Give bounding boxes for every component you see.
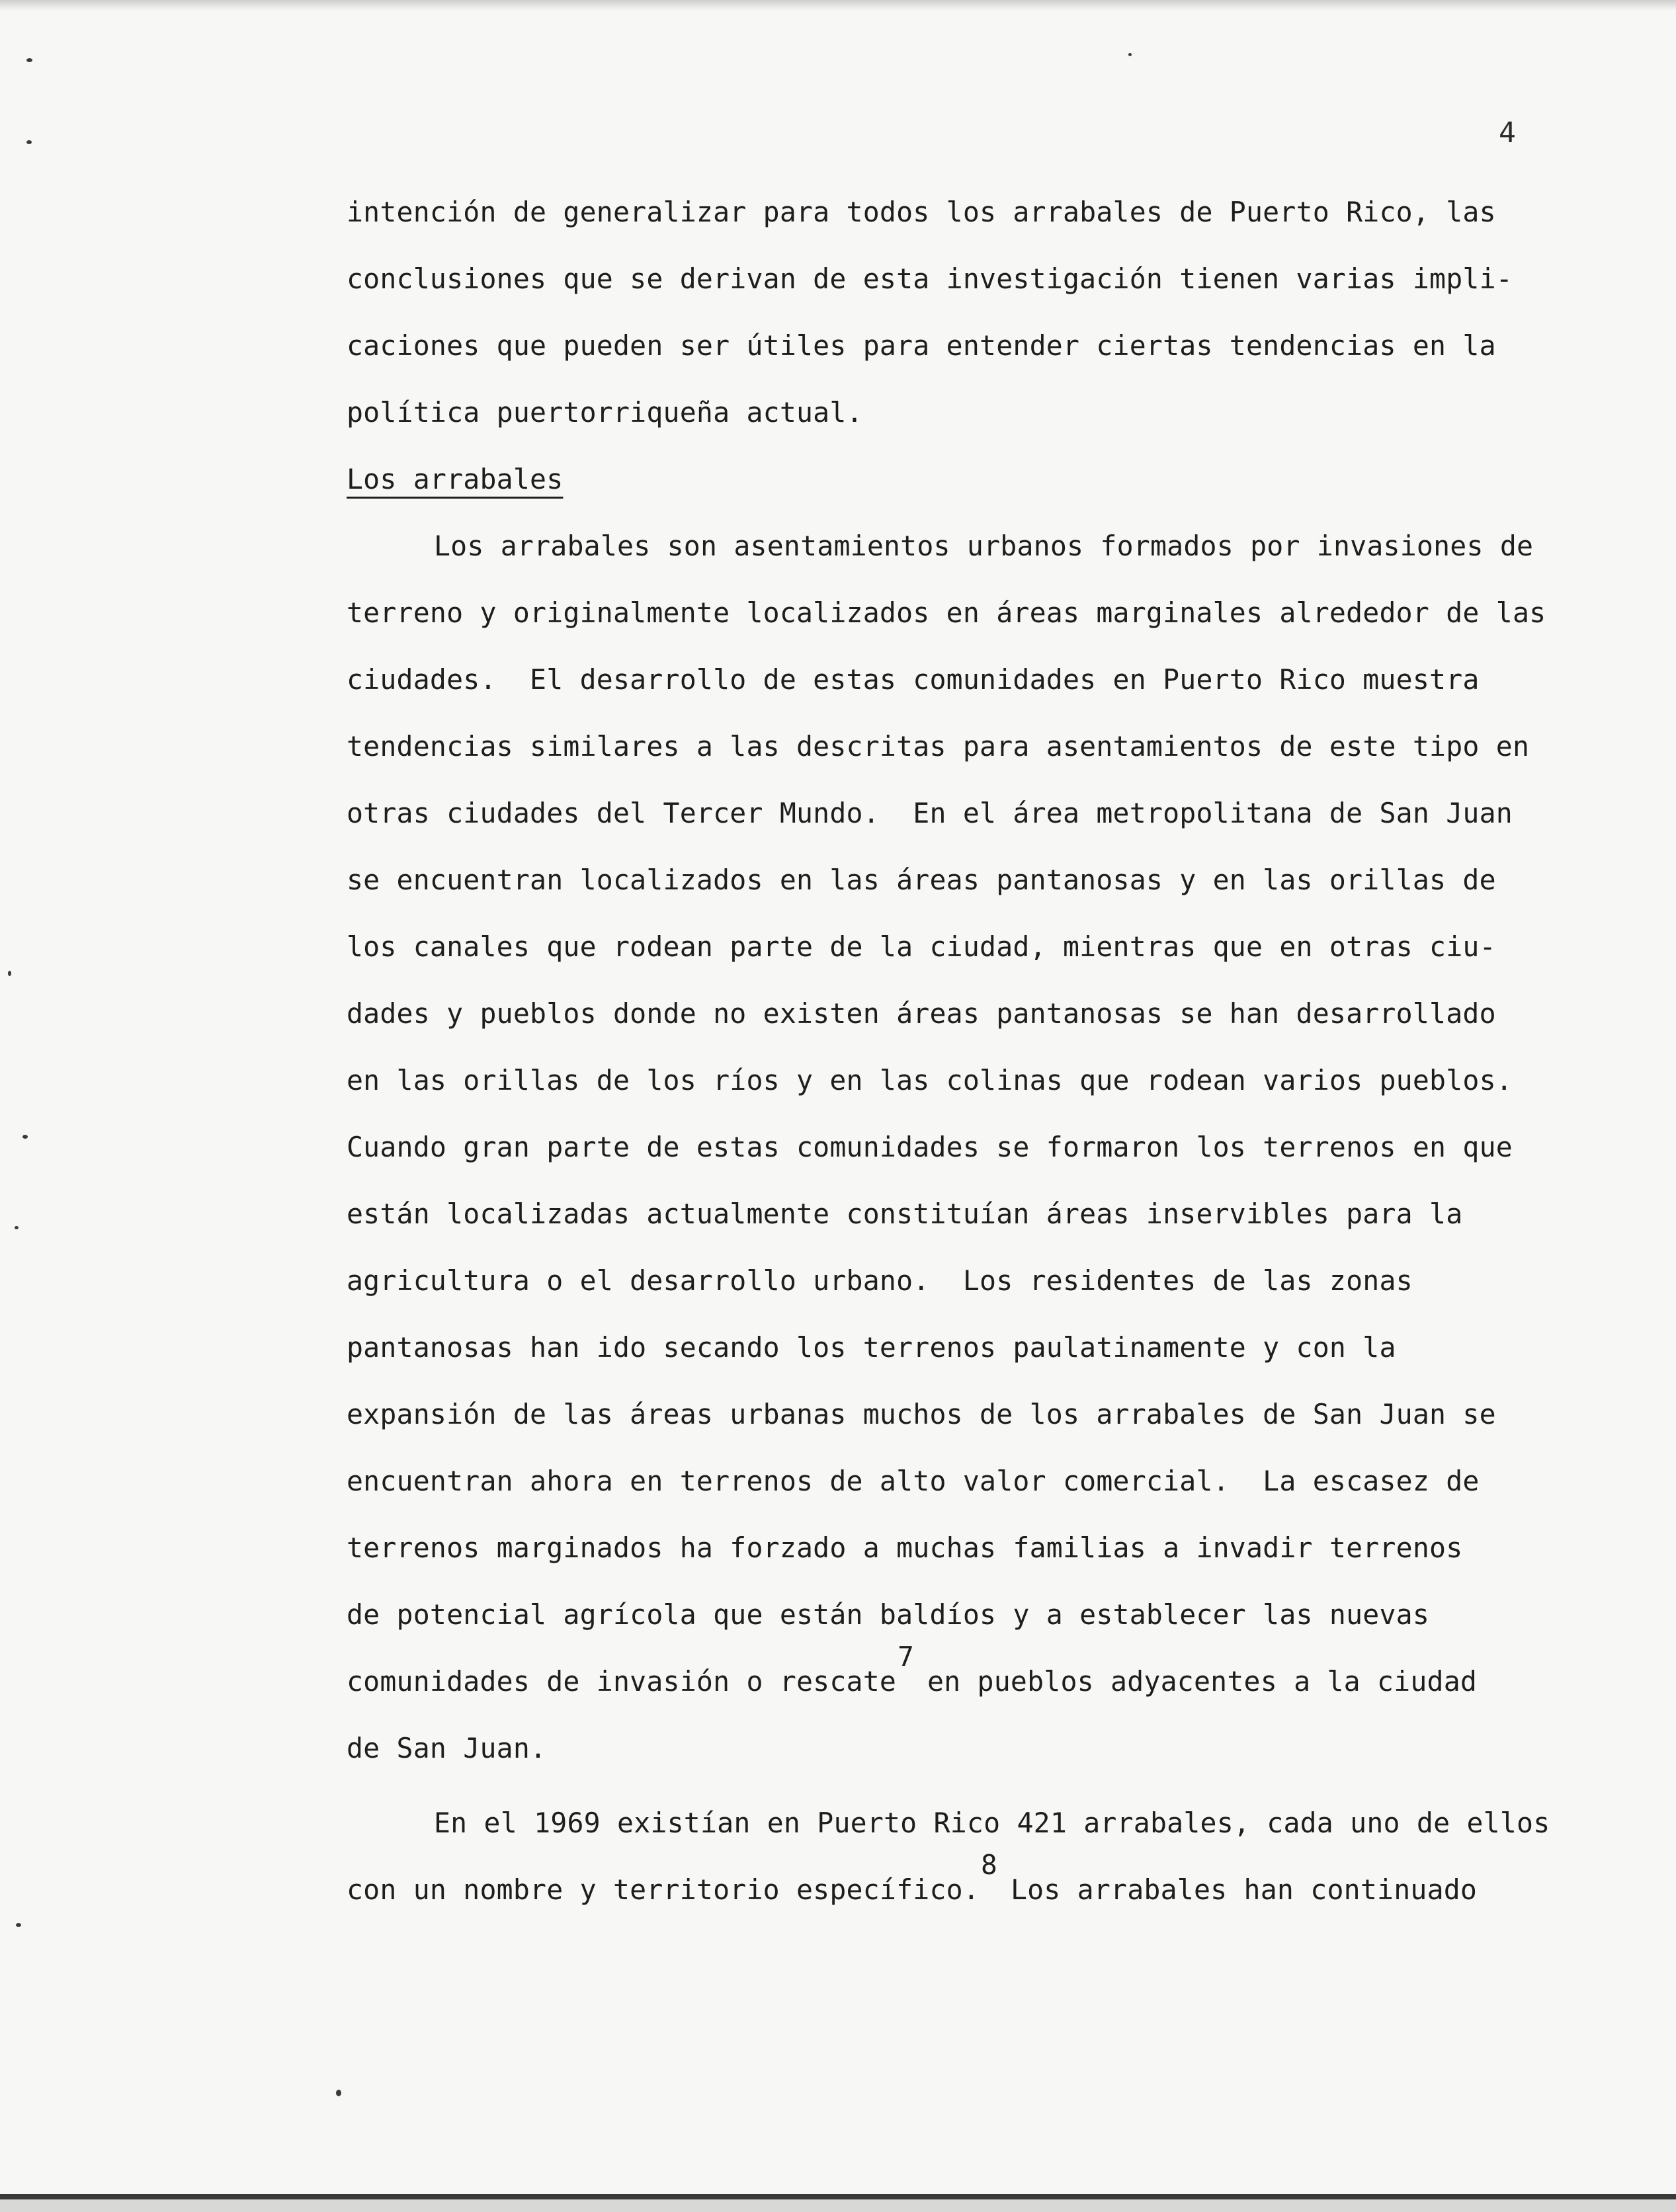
- scan-speck: [15, 1226, 19, 1229]
- scan-speck: [336, 2090, 341, 2096]
- text-line: terrenos marginados ha forzado a muchas familias a invadir terrenos: [347, 1532, 1463, 1564]
- text-line: Cuando gran parte de estas comunidades se formaron los terrenos en que: [347, 1131, 1513, 1163]
- scan-speck: [8, 971, 11, 976]
- scan-speck: [26, 140, 32, 144]
- footnote-marker: 7: [898, 1641, 914, 1672]
- text-line-footnote-8: [347, 1849, 1557, 1923]
- text-line: intención de generalizar para todos los arrabales de Puerto Rico, las: [347, 196, 1496, 228]
- text-line: pantanosas han ido secando los terrenos paulatinamente y con la: [347, 1331, 1396, 1364]
- text-line: En el 1969 existían en Puerto Rico 421 arrabales, cada uno de ellos: [434, 1807, 1550, 1839]
- text-line: de potencial agrícola que están baldíos y a establecer las nuevas: [347, 1598, 1430, 1631]
- scan-speck: [22, 1135, 28, 1139]
- text-line: terreno y originalmente localizados en áreas marginales alrededor de las: [347, 596, 1546, 629]
- text-line: en las orillas de los ríos y en las colinas que rodean varios pueblos.: [347, 1064, 1513, 1096]
- text-segment: Los arrabales han continuado: [1010, 1873, 1478, 1906]
- text-line: conclusiones que se derivan de esta investigación tienen varias impli-: [347, 263, 1513, 295]
- text-line: están localizadas actualmente constituían áreas inservibles para la: [347, 1198, 1463, 1230]
- scan-bottom-edge: [0, 2194, 1676, 2199]
- text-line: encuentran ahora en terrenos de alto valor comercial. La escasez de: [347, 1465, 1480, 1497]
- section-heading: Los arrabales: [347, 463, 564, 495]
- text-line: los canales que rodean parte de la ciudad, mientras que en otras ciu-: [347, 930, 1496, 963]
- text-line: otras ciudades del Tercer Mundo. En el área metropolitana de San Juan: [347, 797, 1513, 829]
- text-line: tendencias similares a las descritas para asentamientos de este tipo en: [347, 730, 1530, 762]
- footnote-marker: 8: [981, 1849, 997, 1881]
- paragraph-gap: [347, 1782, 1557, 1789]
- text-segment: en pueblos adyacentes a la ciudad: [927, 1665, 1478, 1698]
- text-segment: comunidades de invasión o rescate: [347, 1665, 897, 1698]
- body-text: [347, 179, 1557, 1923]
- text-line: política puertorriqueña actual.: [347, 396, 863, 429]
- scan-top-edge: [0, 0, 1676, 11]
- scan-bottom-margin: [0, 2199, 1676, 2212]
- text-line: Los arrabales son asentamientos urbanos formados por invasiones de: [434, 530, 1534, 562]
- text-line: se encuentran localizados en las áreas pantanosas y en las orillas de: [347, 864, 1496, 896]
- text-line: de San Juan.: [347, 1732, 547, 1764]
- text-line-footnote-7: [347, 1641, 1557, 1715]
- text-line: caciones que pueden ser útiles para entender ciertas tendencias en la: [347, 329, 1496, 362]
- scan-speck: [1128, 53, 1132, 56]
- text-line: dades y pueblos donde no existen áreas pantanosas se han desarrollado: [347, 997, 1496, 1030]
- text-segment: con un nombre y territorio específico.: [347, 1873, 980, 1906]
- section-heading-line: [347, 446, 1557, 512]
- scan-speck: [26, 58, 32, 62]
- text-line: ciudades. El desarrollo de estas comunidades en Puerto Rico muestra: [347, 663, 1480, 696]
- scan-speck: [16, 1923, 21, 1927]
- text-line: agricultura o el desarrollo urbano. Los residentes de las zonas: [347, 1264, 1413, 1297]
- page-number: 4: [1499, 116, 1516, 149]
- text-line: expansión de las áreas urbanas muchos de los arrabales de San Juan se: [347, 1398, 1496, 1430]
